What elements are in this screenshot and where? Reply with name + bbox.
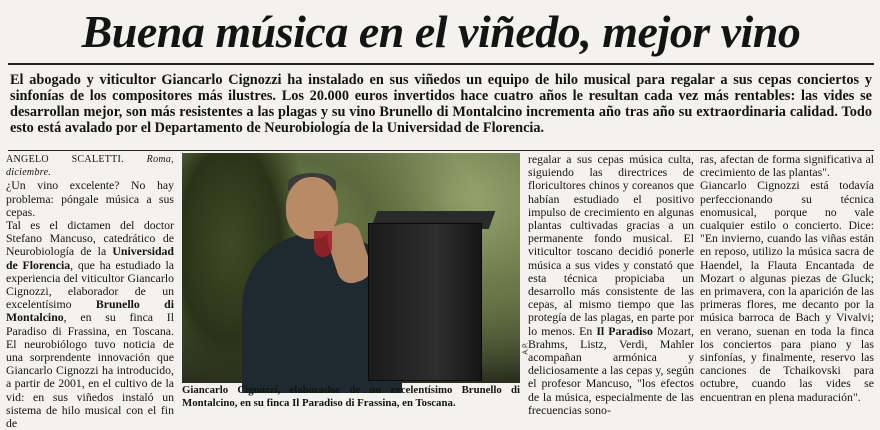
byline-author: ANGELO SCALETTI. [6,154,124,165]
byline-place: Roma, diciembre. [6,154,174,179]
column-1-paragraph-2 [6,219,174,430]
speaker-icon [368,223,482,381]
text-run-bold: Il Paradiso [596,323,653,338]
column-4 [700,153,874,404]
article-photo [182,153,530,383]
column-1-paragraph-1: ¿Un vino excelente? No hay problema: póngale música a sus cepas. [6,178,174,219]
column-4-paragraph-2: Giancarlo Cignozzi está todavía perfeccionando su técnica enomusical, porque no vale cualquier estilo o concierto. Dice: "En invierno, cuando las viñas están en reposo, utilizo la música sacra de Haendel, la Flauta Encantada de Mozart o algunas piezas de Gluck; en primavera, con la aparición de las primeras flores, me decanto por la música barroca de Bach y Vivalvi; en verano, suenan en toda la finca los conciertos para piano y las sinfonías, y finalmente, reservo las canciones de Tchaikovski para octubre, cuando las vides se encuentran en plena maduración". [700,178,874,404]
text-run-bold: Brunello di Montalcino [6,297,174,325]
text-run: , que ha estudiado la experiencia del viticultor Giancarlo Cignozzi, elaborador de un excelentísimo [6,257,174,312]
column-4-paragraph-1: ras, afectan de forma significativa al crecimiento de las plantas". [700,152,874,180]
column-1 [6,153,174,430]
headline-rule [8,63,874,65]
headline: Buena música en el viñedo, mejor vino [81,6,801,57]
lead-rule [8,150,874,151]
byline [6,153,174,179]
column-3 [528,153,694,417]
text-run: Tal es el dictamen del doctor Stefano Mancuso, catedrático de Neurobiología de la [6,218,174,259]
text-run: regalar a sus cepas música culta, siguiendo las directrices de floricultores chinos y coreanos que habían estudiado el positivo impulso de crecimiento en algunas plantas cultivadas gracias a un permanente fondo musical. El viticultor toscano decidió ponerle música a sus vides y constató que esta técnica propiciaba un desarrollo más consistente de las cepas, al mismo tiempo que las protegía de las plagas, en parte por lo menos. En [528,152,694,338]
wine-glass-icon [314,231,332,257]
photo-credit: A.P. [522,342,530,355]
text-run: , en su finca Il Paradiso di Frassina, en Toscana. El neurobiólogo tuvo noticia de una sorprendente innovación que Giancarlo Cignozzi ha introducido, a partir de 2001, en el cultivo de la vid: en sus viñedos instaló un sistema de hilo musical con el fin de [6,310,174,430]
lead-paragraph: El abogado y viticultor Giancarlo Cignozzi ha instalado en sus viñedos un equipo de hilo musical para regalar a sus cepas conciertos y sinfonías de los compositores más ilustres. Los 20.000 euros invertidos hace cuatro años le resultan cada vez más rentables: las vides se desarrollan mejor, son más resistentes a las plagas y su vino Brunello di Montalcino incrementa año tras año su extraordinaria calidad. Todo esto está avalado por el Departamento de Neurobiología de la Universidad de Florencia. [10,72,872,136]
text-run: Mozart, Brahms, Listz, Verdi, Mahler acompañan armónica y deliciosamente a las cepas y, según el profesor Mancuso, "los efectos de la música, especialmente de las frecuencias sono- [528,323,694,417]
text-run-bold: Universidad de Florencia [6,244,174,272]
photo-caption: Giancarlo Cignozzi, elaborador de un excelentísimo Brunello di Montalcino, en su finca Il Paradiso di Frassina, en Toscana. [182,384,520,409]
column-3-paragraph [528,153,694,417]
